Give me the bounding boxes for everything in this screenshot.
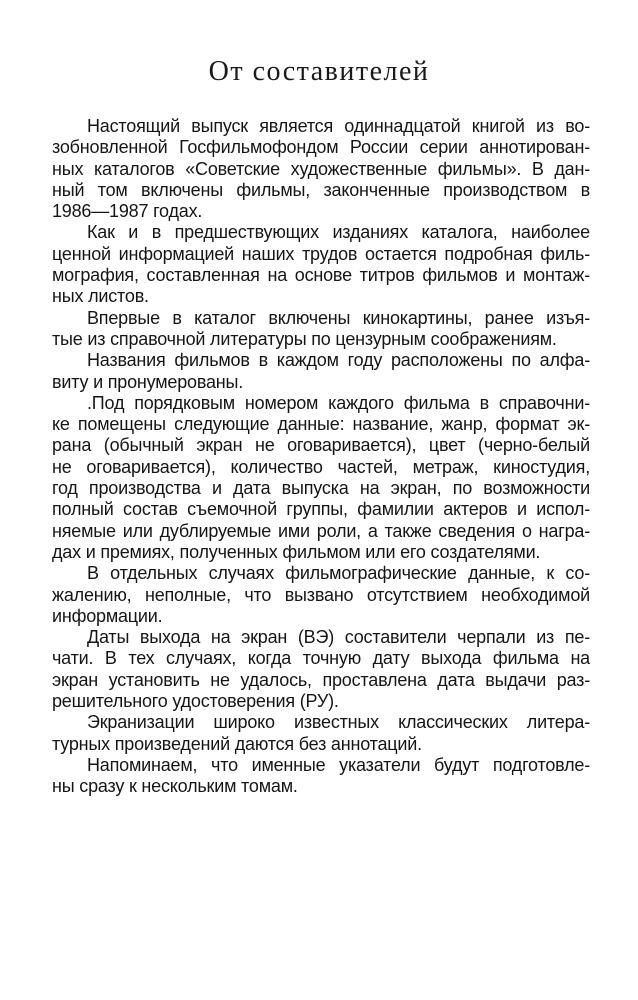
text-line: тые из справочной литературы по цензурным соображениям.: [52, 328, 557, 349]
paragraph: [52, 350, 590, 393]
paragraph: [52, 222, 590, 307]
text-line: зобновленной Госфильмофондом России серии аннотирован-: [52, 137, 590, 158]
text-line: жалению, неполные, что вызвано отсутствием необходимой: [52, 584, 590, 605]
text-line: В отдельных случаях фильмографические данные, к со-: [87, 563, 590, 584]
paragraph: [52, 755, 590, 798]
text-line: ны сразу к нескольким томам.: [52, 776, 298, 797]
text-line: Впервые в каталог включены кинокартины, ранее изъя-: [87, 307, 590, 328]
text-line: виту и пронумерованы.: [52, 371, 244, 392]
text-line: не оговаривается), количество частей, метраж, киностудия,: [52, 456, 590, 477]
text-line: полный состав съемочной группы, фамилии актеров и испол-: [52, 499, 590, 520]
text-line: решительного удостоверения (РУ).: [52, 691, 339, 712]
text-line: рана (обычный экран не оговаривается), цвет (черно-белый: [52, 435, 590, 456]
text-line: год производства и дата выпуска на экран, по возможности: [52, 478, 590, 499]
text-line: Названия фильмов в каждом году расположены по алфа-: [87, 350, 590, 371]
text-line: ных листов.: [52, 286, 149, 307]
text-line: ценной информацией наших трудов остается подробная филь-: [52, 243, 590, 264]
text-line: 1986—1987 годах.: [52, 201, 203, 222]
text-line: ке помещены следующие данные: название, жанр, формат эк-: [52, 414, 590, 435]
text-line: мография, составленная на основе титров фильмов и монтаж-: [52, 265, 590, 286]
text-line: информации.: [52, 605, 163, 626]
text-line: Даты выхода на экран (ВЭ) составители черпали из пе-: [87, 627, 590, 648]
paragraph: [52, 712, 590, 755]
text-line: чати. В тех случаях, когда точную дату выхода фильма на: [52, 648, 590, 669]
text-line: няемые или дублируемые ими роли, а также сведения о награ-: [52, 520, 590, 541]
text-line: ный том включены фильмы, законченные производством в: [52, 179, 590, 200]
text-line: Напоминаем, что именные указатели будут подготовле-: [87, 754, 590, 775]
text-line: ных каталогов «Советские художественные фильмы». В дан-: [52, 158, 590, 179]
text-line: экран установить не удалось, проставлена дата выдачи раз-: [52, 669, 590, 690]
paragraph: [52, 563, 590, 627]
page-title: От составителей: [208, 56, 430, 87]
text-line: Как и в предшествующих изданиях каталога, наиболее: [87, 222, 590, 243]
paragraph: [52, 393, 590, 563]
body-text: [52, 116, 590, 798]
text-line: .Под порядковым номером каждого фильма в справочни-: [87, 392, 590, 413]
text-line: Экранизации широко известных классических литера-: [87, 712, 590, 733]
paragraph: [52, 627, 590, 712]
paragraph: [52, 308, 590, 351]
text-line: дах и премиях, полученных фильмом или его создателями.: [52, 541, 541, 562]
paragraph: [52, 116, 590, 222]
text-line: Настоящий выпуск является одиннадцатой книгой из во-: [87, 116, 590, 136]
text-line: турных произведений даются без аннотаций.: [52, 733, 422, 754]
